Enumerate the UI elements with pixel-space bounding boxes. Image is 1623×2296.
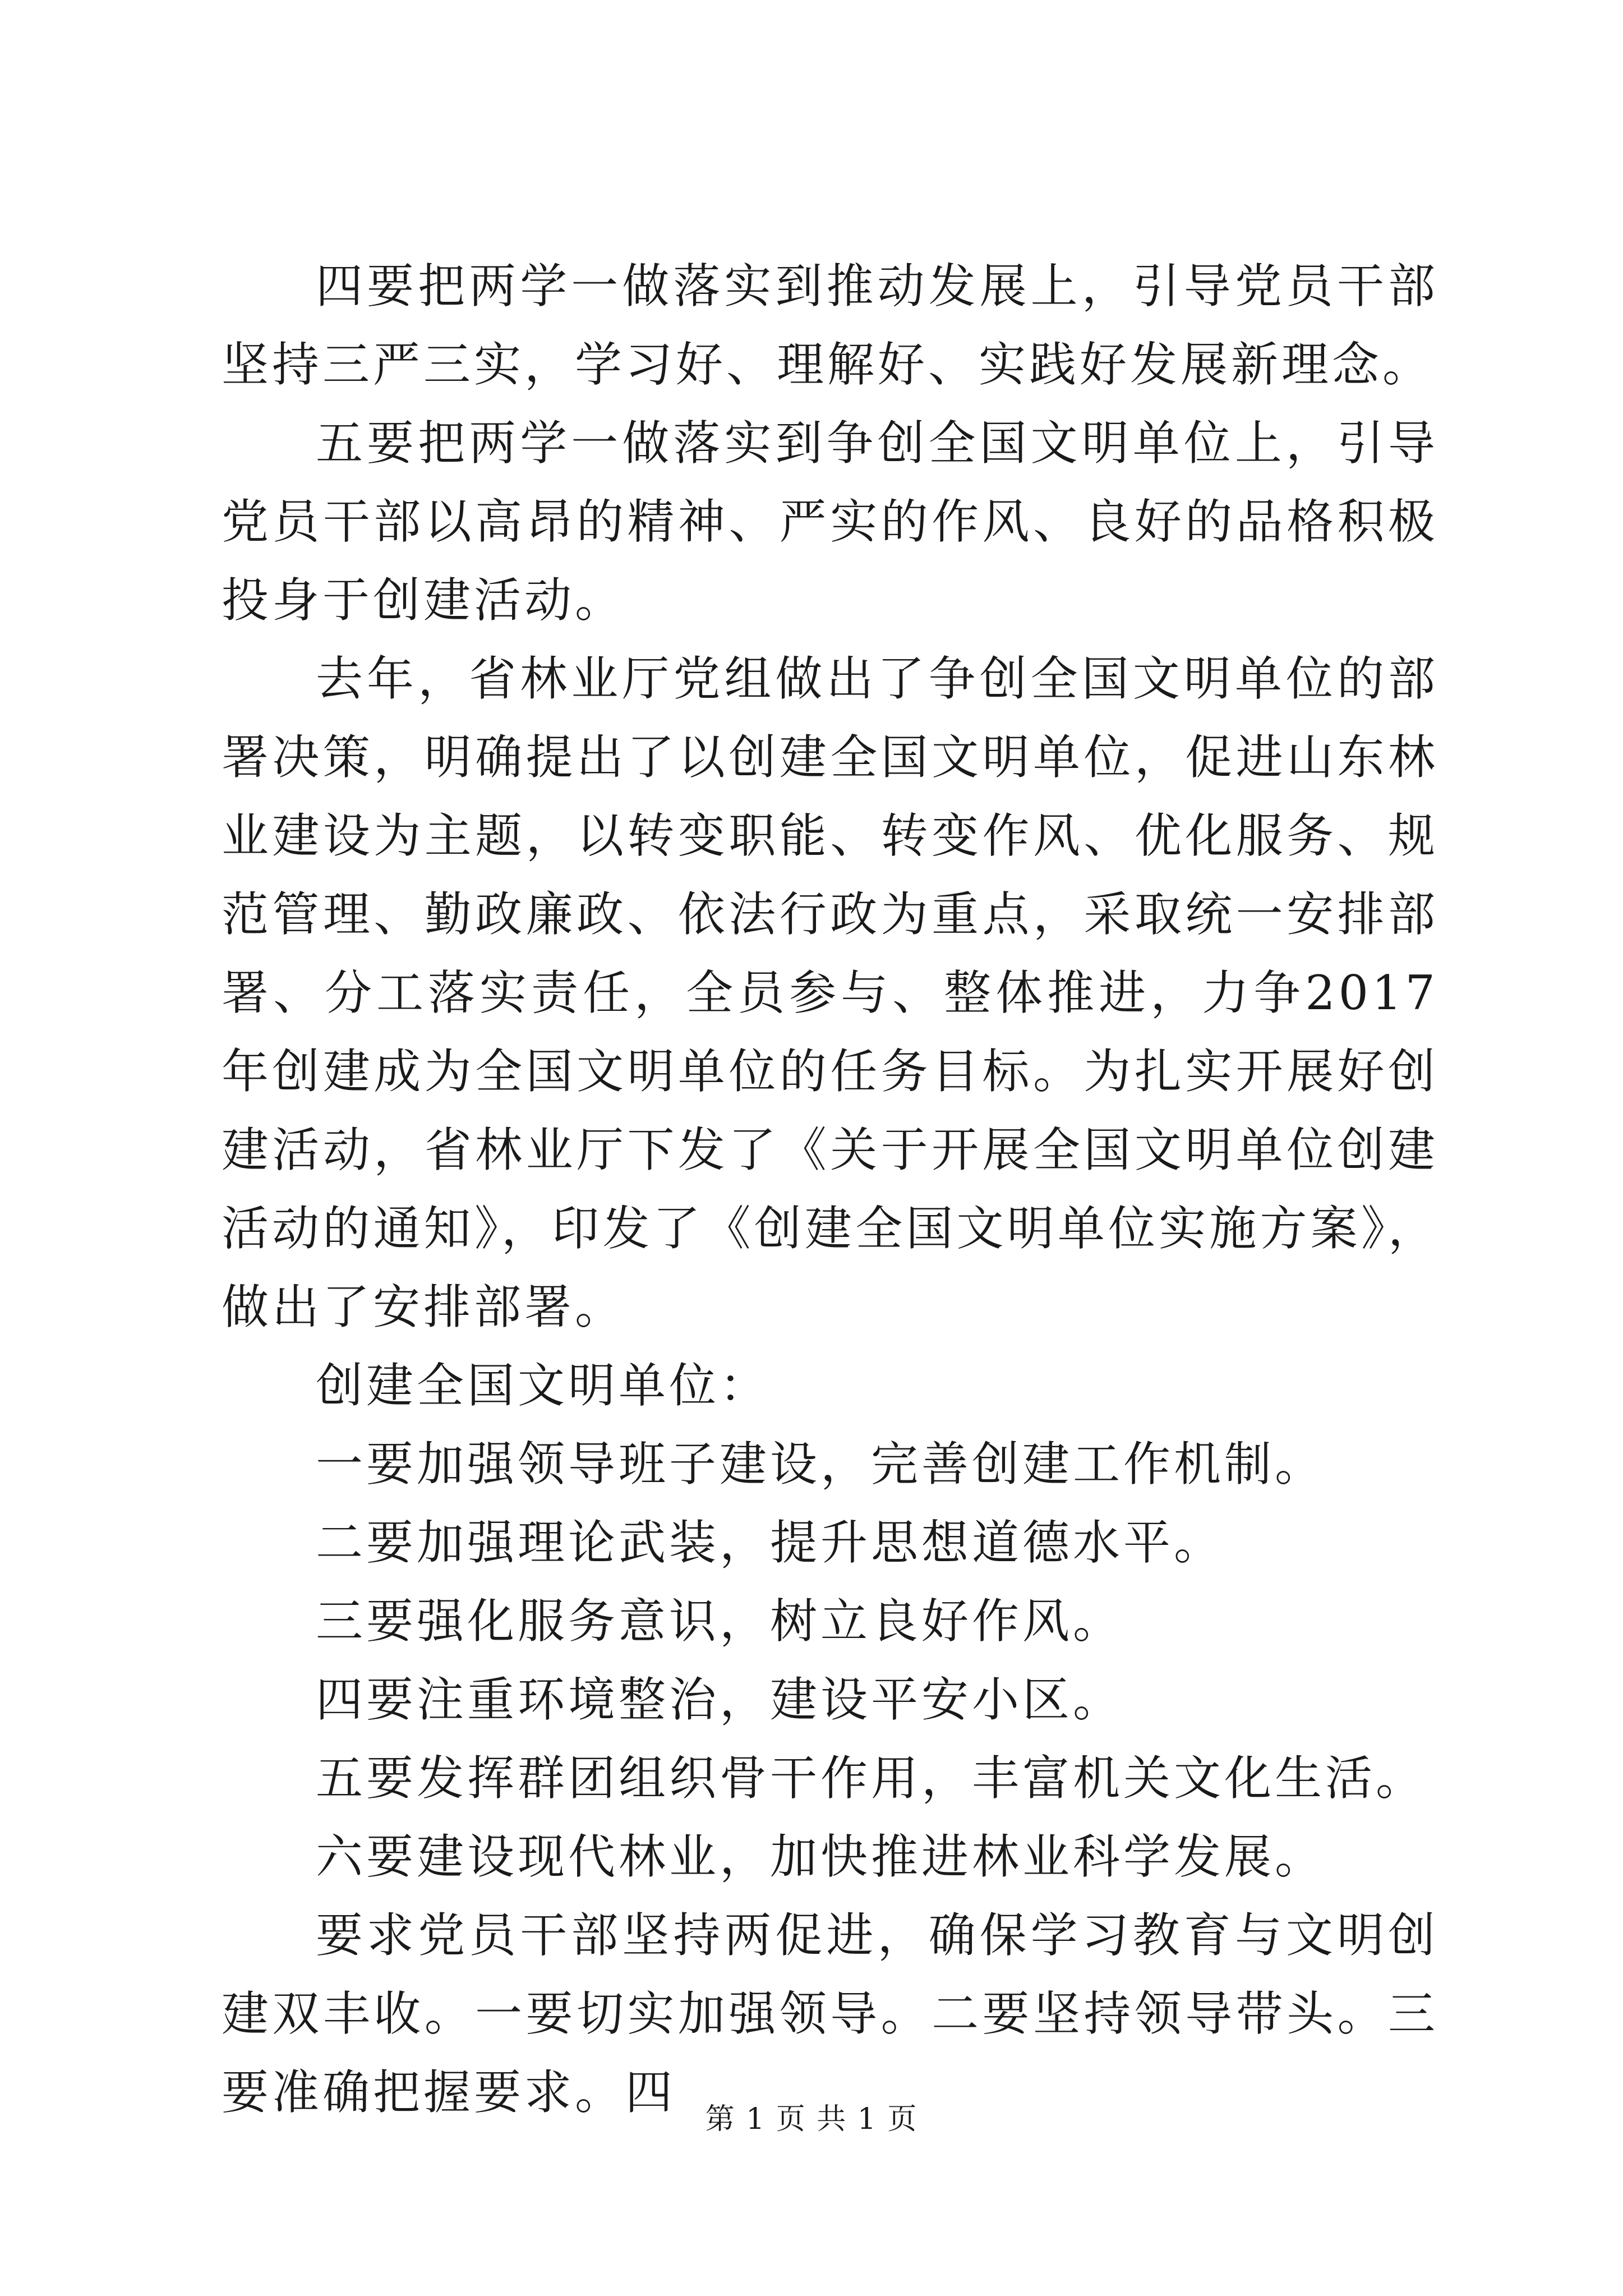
list-item-five: 五要发挥群团组织骨干作用，丰富机关文化生活。	[316, 1751, 1427, 1806]
document-body	[222, 247, 1438, 2132]
paragraph-two-promotions: 要求党员干部坚持两促进，确保学习教育与文明创建双丰收。一要切实加强领导。二要坚持领导带头。三要准确把握要求。四	[222, 1908, 1438, 2120]
list-item-one: 一要加强领导班子建设，完善创建工作机制。	[316, 1437, 1326, 1492]
list-item-two: 二要加强理论武装，提升思想道德水平。	[316, 1515, 1225, 1570]
paragraph-four-requirement: 四要把两学一做落实到推动发展上，引导党员干部坚持三严三实，学习好、理解好、实践好发展新理念。	[222, 259, 1438, 392]
paragraph-create-heading: 创建全国文明单位：	[316, 1358, 771, 1413]
list-item-six: 六要建设现代林业，加快推进林业科学发展。	[316, 1829, 1326, 1884]
page-number-footer: 第 1 页 共 1 页	[705, 2102, 918, 2136]
list-item-four: 四要注重环境整治，建设平安小区。	[316, 1672, 1124, 1727]
paragraph-last-year-decision: 去年，省林业厅党组做出了争创全国文明单位的部署决策，明确提出了以创建全国文明单位，促进山东林业建设为主题，以转变职能、转变作风、优化服务、规范管理、勤政廉政、依法行政为重点，采取统一安排部署、分工落实责任，全员参与、整体推进，力争2017年创建成为全国文明单位的任务目标。为扎实开展好创建活动，省林业厅下发了《关于开展全国文明单位创建活动的通知》，印发了《创建全国文明单位实施方案》，做出了安排部署。	[222, 651, 1438, 1335]
list-item-three: 三要强化服务意识，树立良好作风。	[316, 1594, 1124, 1649]
paragraph-five-requirement: 五要把两学一做落实到争创全国文明单位上，引导党员干部以高昂的精神、严实的作风、良好的品格积极投身于创建活动。	[222, 416, 1438, 628]
